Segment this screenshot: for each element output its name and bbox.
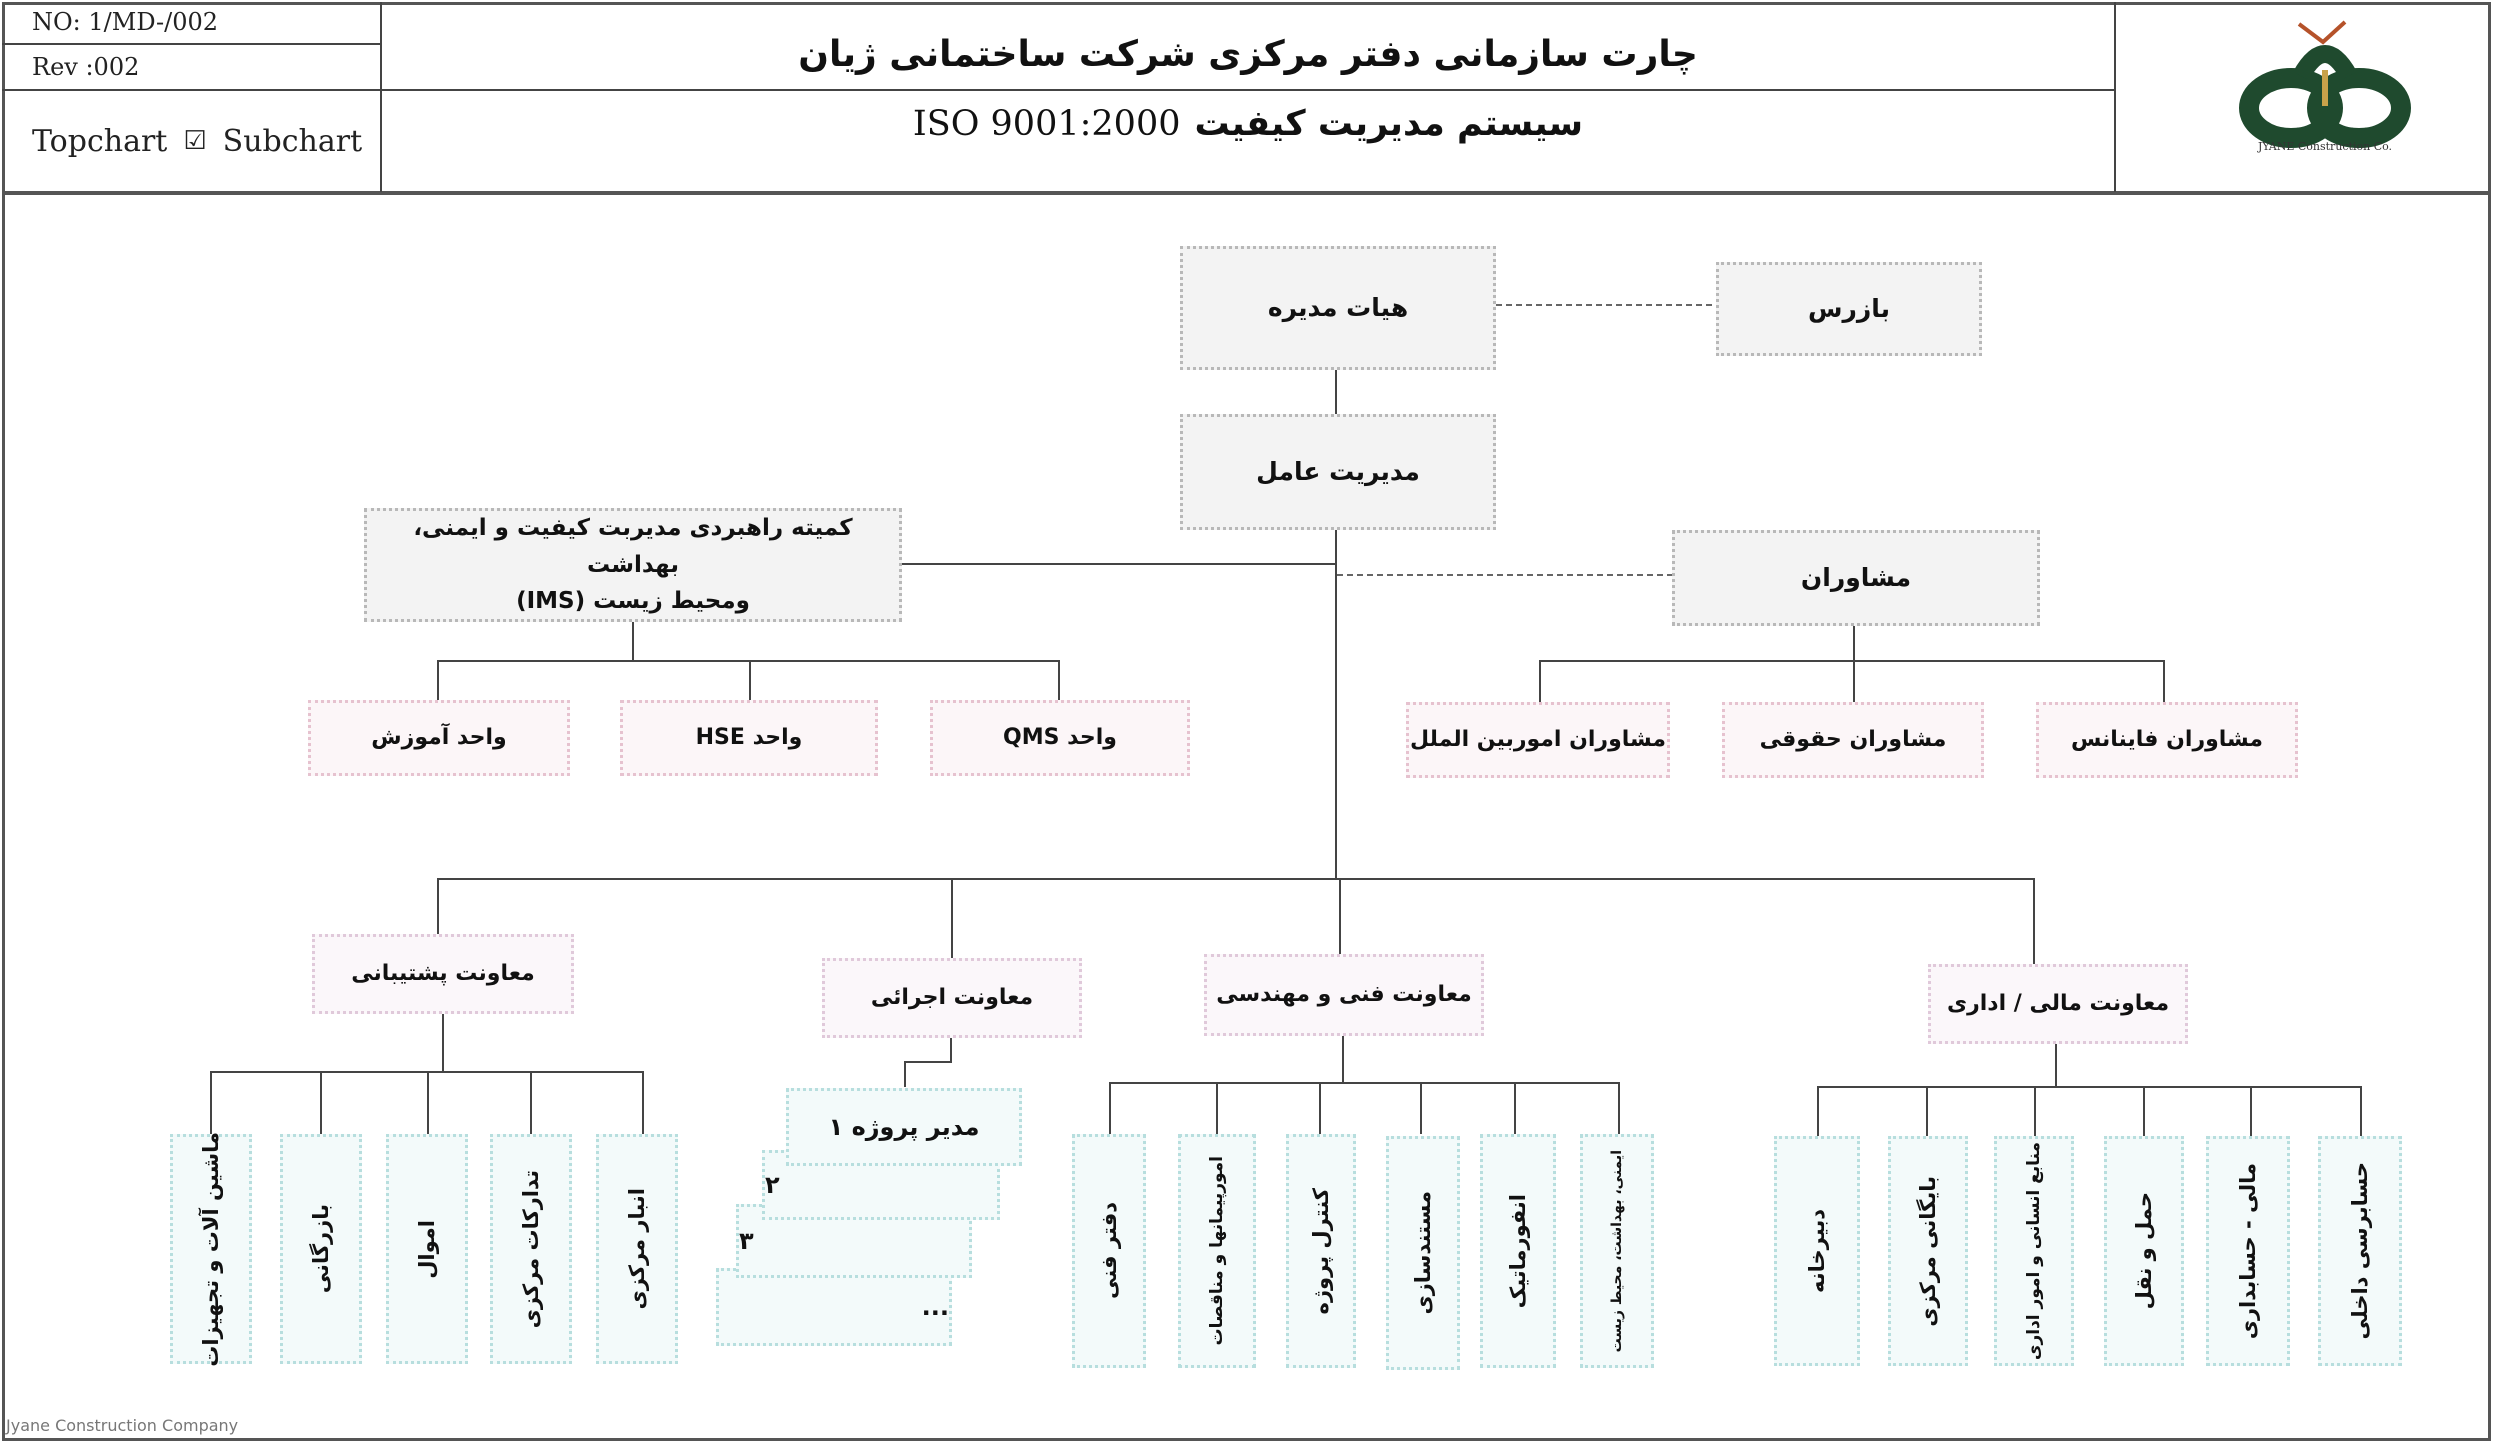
unit-label: کنترل پروژه <box>1309 1187 1333 1315</box>
training-unit-box[interactable]: واحد آموزش <box>308 700 570 776</box>
finance-advisors-box[interactable]: مشاوران فاینانس <box>2036 702 2298 778</box>
connector <box>320 1071 322 1135</box>
unit-label: حسابرسی داخلی <box>2348 1162 2372 1340</box>
connector <box>2034 1086 2036 1136</box>
connector <box>632 622 634 662</box>
document-number: NO: 1/MD-/002 <box>32 8 219 36</box>
unit-label: دفتر فنی <box>1097 1202 1121 1300</box>
connector <box>2360 1086 2362 1136</box>
unit-label: حمل و نقل <box>2132 1192 2156 1310</box>
tech-unit-project-control[interactable] <box>1286 1134 1356 1368</box>
header-divider <box>2114 2 2116 192</box>
support-unit-property[interactable] <box>386 1134 468 1364</box>
connector <box>2250 1086 2252 1136</box>
header-divider <box>2 89 382 91</box>
unit-label: اموال <box>415 1219 439 1279</box>
fin-unit-internal-audit[interactable] <box>2318 1136 2402 1366</box>
ceo-box[interactable]: مدیریت عامل <box>1180 414 1496 530</box>
connector <box>1853 660 1855 702</box>
tech-unit-documentation[interactable] <box>1386 1136 1460 1370</box>
connector <box>1342 1036 1344 1084</box>
connector <box>904 1061 952 1063</box>
connector <box>1817 1086 1819 1136</box>
advisors-box[interactable]: مشاوران <box>1672 530 2040 626</box>
checkbox-icon[interactable]: ☑ <box>183 126 207 156</box>
connector <box>530 1071 532 1135</box>
unit-label: امورپیمانها و مناقصات <box>1207 1156 1227 1346</box>
finance-admin-deputy-box[interactable]: معاونت مالی / اداری <box>1928 964 2188 1044</box>
chart-subtitle <box>382 92 2114 156</box>
connector <box>2033 878 2035 964</box>
connector <box>1539 660 1541 702</box>
project-manager-card[interactable] <box>716 1268 952 1346</box>
fin-unit-human-resources[interactable] <box>1994 1136 2074 1366</box>
committee-line-1: کمیته راهبردی مدیربت کیفیت و ایمنی، بهداشت <box>413 514 853 578</box>
fin-unit-accounting[interactable] <box>2206 1136 2290 1366</box>
unit-label: ایمنی، بهداشت، محیط زیست <box>1609 1149 1625 1353</box>
support-unit-machinery[interactable] <box>170 1131 252 1367</box>
connector <box>904 1061 906 1087</box>
fin-unit-central-archive[interactable] <box>1888 1136 1968 1366</box>
tech-unit-contracts[interactable] <box>1178 1134 1256 1368</box>
connector <box>1339 878 1341 954</box>
logo-caption: JYANE Construction Co. <box>2257 140 2393 153</box>
connector <box>1319 1082 1321 1134</box>
connector <box>2143 1086 2145 1136</box>
project-label: ۲ <box>765 1170 780 1199</box>
connector <box>210 1071 212 1135</box>
fin-unit-secretariat[interactable] <box>1774 1136 1860 1366</box>
connector <box>442 1014 444 1072</box>
connector <box>1420 1082 1422 1134</box>
connector <box>1109 1082 1620 1084</box>
tech-unit-hse[interactable] <box>1580 1134 1654 1368</box>
unit-label: ماشین آلات و تجهیزات <box>199 1131 223 1367</box>
connector <box>1109 1082 1111 1134</box>
connector <box>950 1038 952 1062</box>
subtitle-iso: ISO 9001:2000 <box>912 104 1181 144</box>
legal-advisors-box[interactable]: مشاوران حقوقی <box>1722 702 1984 778</box>
revision-number: Rev :002 <box>32 52 140 81</box>
executive-deputy-box[interactable]: معاونت اجرائی <box>822 958 1082 1038</box>
tech-unit-informatics[interactable] <box>1480 1134 1556 1368</box>
connector <box>437 878 439 934</box>
connector <box>1514 1082 1516 1134</box>
board-of-directors-box[interactable]: هیات مدیره <box>1180 246 1496 370</box>
connector <box>1335 370 1337 414</box>
chart-type-selector <box>2 92 380 190</box>
subtitle-persian: سیستم مدیریت کیفیت <box>1194 104 1584 144</box>
connector <box>1926 1086 1928 1136</box>
connector <box>437 660 439 700</box>
connector <box>951 878 953 958</box>
unit-label: مستندسازی <box>1411 1191 1435 1315</box>
connector <box>1058 660 1060 700</box>
hse-unit-box[interactable]: واحد HSE <box>620 700 878 776</box>
subchart-label: Subchart <box>222 123 363 159</box>
unit-label: تدارکات مرکزی <box>519 1169 543 1329</box>
technical-deputy-box[interactable]: معاونت فنی و مهندسی <box>1204 954 1484 1036</box>
ims-committee-box[interactable] <box>364 508 902 622</box>
connector <box>1853 626 1855 662</box>
connector <box>2055 1044 2057 1088</box>
inspector-box[interactable]: بازرس <box>1716 262 1982 356</box>
unit-label: انبار مرکزی <box>625 1188 649 1310</box>
support-unit-warehouse[interactable] <box>596 1134 678 1364</box>
unit-label: دبیرخانه <box>1805 1209 1829 1293</box>
tech-unit-technical-office[interactable] <box>1072 1134 1146 1368</box>
chart-title: چارت سازمانی دفتر مرکزی شرکت ساختمانی ژیان <box>798 33 1698 75</box>
dotted-connector <box>1496 304 1712 306</box>
topchart-label: Topchart <box>32 123 168 159</box>
connector <box>1618 1082 1620 1134</box>
unit-label: بازرگانی <box>309 1204 333 1294</box>
unit-label: انفورماتیک <box>1506 1193 1530 1309</box>
connector <box>1817 1086 2362 1088</box>
project-label: مدیر پروژه ۱ <box>828 1112 980 1141</box>
dotted-connector <box>1337 574 1673 576</box>
connector <box>427 1071 429 1135</box>
unit-label: مالی - حسابداری <box>2236 1162 2260 1340</box>
committee-line-2: ومحیط زیست (IMS) <box>516 588 750 615</box>
international-advisors-box[interactable]: مشاوران امور‌بین الملل <box>1406 702 1670 778</box>
unit-label: بایگانی مرکزی <box>1916 1175 1940 1327</box>
support-unit-procurement[interactable] <box>490 1134 572 1364</box>
connector <box>1335 530 1337 880</box>
fin-unit-transportation[interactable] <box>2104 1136 2184 1366</box>
connector <box>2163 660 2165 702</box>
connector <box>437 878 2035 880</box>
connector <box>1216 1082 1218 1134</box>
support-deputy-box[interactable]: معاونت پشتیبانی <box>312 934 574 1014</box>
support-unit-commerce[interactable] <box>280 1134 362 1364</box>
project-label: ... <box>921 1292 949 1321</box>
connector <box>900 563 1336 565</box>
unit-label: منابع انسانی و امور اداری <box>2024 1141 2044 1361</box>
project-manager-card[interactable] <box>786 1088 1022 1166</box>
connector <box>1539 660 2165 662</box>
footer-company-name: Jyane Construction Company <box>6 1416 239 1435</box>
connector <box>642 1071 644 1135</box>
qms-unit-box[interactable]: واحد QMS <box>930 700 1190 776</box>
project-label: ۳ <box>739 1226 754 1255</box>
connector <box>749 660 751 700</box>
